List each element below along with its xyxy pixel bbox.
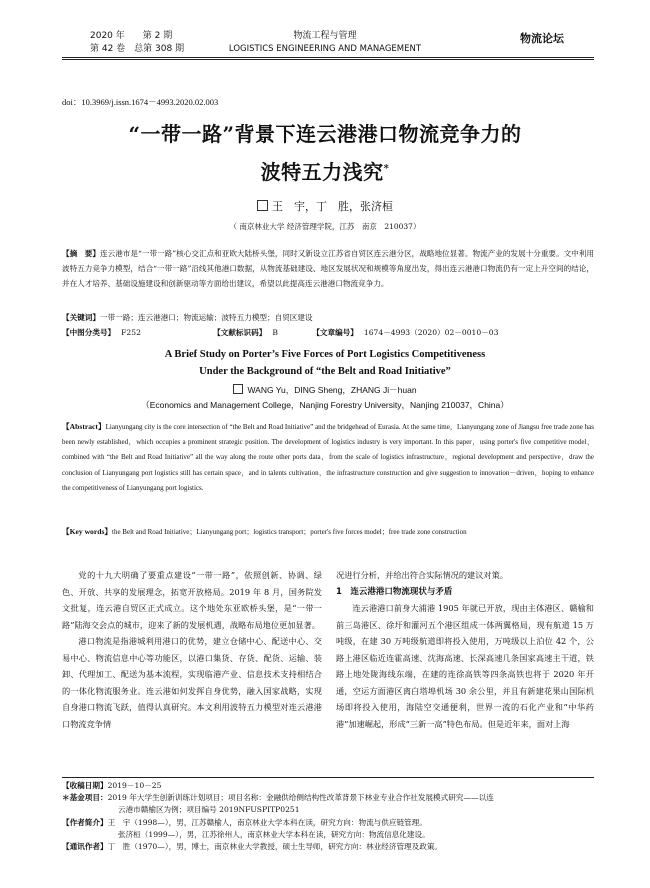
article-no-value: 1674－4993（2020）02－0010－03 — [363, 328, 499, 337]
keywords-en — [62, 524, 594, 540]
header-rule — [62, 57, 594, 58]
authors-cn — [0, 198, 650, 214]
section-heading-1: 1 连云港港口物流现状与矛盾 — [336, 586, 453, 597]
keywords-cn-text: 一带一路；连云港港口；物流运输；波特五力模型；自贸区建设 — [99, 313, 313, 322]
keywords-cn — [62, 311, 594, 324]
title-cn-line2 — [0, 156, 650, 185]
affiliation-en: （Economics and Management College，Nanjing Forestry University，Nanjing 210037，China） — [141, 400, 509, 410]
title-cn-line2-text: 波特五力浅究 — [260, 160, 384, 184]
received-value: 2019－10－25 — [107, 781, 162, 790]
fund-line-1 — [62, 792, 594, 804]
keywords-en-text: the Belt and Road Initiative；Lianyungang port；logistics transport；porter's five forces model；free trade zone construction — [112, 528, 467, 536]
author-intro-2: 张济桓（1999—），男，江苏徐州人，南京林业大学本科在读，研究方向：物流信息化建设。 — [118, 829, 430, 839]
abstract-cn-text: 连云港市是“一带一路”核心交汇点和亚欧大陆桥头堡，同时又新设立江苏省自贸区连云港分区，战略地位显著。物流产业的发展十分重要。文中利用波特五力竞争力模型，结合“一带一路”沿线其他港口数据，从物流基础建设、地区发展状况和规模等角度出发，得出连云港港口物流仍有一定上升空间的结论，并在人才培养、基础设施建设和创新驱动等方面给出建议，希望以此提高连云港港口物流竞争力。 — [62, 249, 595, 288]
fund-text-1: 2019 年大学生创新训练计划项目；项目名称：金融供给侧结构性改革背景下林业专业合作社发展模式研究——以连 — [107, 793, 494, 803]
abstract-en-label: 【Abstract】 — [62, 422, 106, 431]
author-intro-text-1: 王 宇（1998—），男，江苏赣榆人，南京林业大学本科在读，研究方向：物流与供应链管理。 — [107, 817, 427, 827]
received-label: 【收稿日期】 — [62, 781, 108, 790]
body-right-column — [336, 567, 594, 732]
body-continuation: 况进行分析，并给出符合实际情况的建议对策。 — [336, 570, 508, 580]
abstract-en — [62, 419, 594, 496]
author-intro-1 — [62, 817, 594, 829]
authors-en — [0, 384, 650, 396]
author-intro-label: 【作者简介】 — [62, 817, 108, 827]
authors-cn-text: 王 宇，丁 胜，张济桓 — [272, 200, 393, 213]
header-journal-cn: 物流工程与管理 — [293, 31, 357, 41]
authors-en-text: WANG Yu，DING Sheng，ZHANG Ji－huan — [247, 385, 417, 395]
abstract-en-text: Lianyungang city is the core intersection of “the Belt and Road Initiative” and the bridgehead of Eurasia. At the same time，Lianyungang zone of Jiangsu free trade zone has been newly established，which occupies a prominent strategic position. The development of logistics industry is very important. In this paper，using porter's five competitive model，combined with “the Belt and Road Initiative” all the way along the route other ports data，from the scale of logistics infrastructure，regional development and perspective，draw the conclusion of Lianyungang port logistics still has certain space，and in talents cultivation，the infrastructure construction and give suggestion to innovation－driven，hoping to enhance the competitiveness of Lianyungang port logistics. — [62, 423, 594, 492]
body-paragraph: 党的十九大明确了要重点建设“一带一路”，依照创新、协调、绿色、开放、共享的发展理念，拓宽开放格局。2019 年 8 月，国务院发文批复，连云港自贸区正式成立。这个地处东亚欧桥头堡，是“一带一路”陆海交会点的城市，迎来了新的发展机遇，战略布局地位更加显著。 — [62, 570, 322, 630]
contact-text: 丁 胜（1970—），男，博士，南京林业大学教授，硕士生导师，研究方向：林业经济管理及政策。 — [107, 842, 443, 852]
contact-label: 【通讯作者】 — [62, 842, 108, 852]
abstract-cn-label: 【摘 要】 — [62, 249, 100, 258]
fund-label: ＊基金项目： — [62, 793, 108, 803]
title-en-line1: A Brief Study on Porter’s Five Forces of Port Logistics Competitiveness — [164, 349, 486, 360]
header-year-issue: 2020 年 第 2 期 — [90, 31, 173, 41]
clc-value: F252 — [121, 328, 141, 337]
header-column: 物流论坛 — [520, 32, 564, 45]
author-marker-box-en — [233, 384, 243, 394]
author-marker-box — [257, 200, 268, 211]
keywords-cn-label: 【关键词】 — [62, 313, 100, 322]
doi: doi：10.3969/j.issn.1674－4993.2020.02.003 — [62, 97, 219, 107]
doc-code-value: B — [272, 328, 278, 337]
fund-line-2: 云港市赣榆区为例；项目编号 2019NFUSPITP0251 — [118, 805, 300, 815]
title-en-line2: Under the Background of “the Belt and Road Initiative” — [199, 366, 451, 377]
classification-line — [62, 326, 594, 339]
body-left-column — [62, 567, 322, 732]
received-date — [62, 780, 594, 792]
footnote-rule — [62, 777, 594, 778]
title-footnote-mark: * — [383, 163, 390, 175]
abstract-cn — [62, 246, 594, 291]
header-volume: 第 42 卷 总第 308 期 — [90, 44, 185, 54]
affiliation-cn: （ 南京林业大学 经济管理学院，江苏 南京 210037） — [229, 222, 421, 231]
footnotes — [62, 780, 594, 853]
clc-label: 【中图分类号】 — [62, 328, 116, 337]
body-paragraph: 港口物流是指港城利用港口的优势，建立仓储中心、配送中心、交易中心、物流信息中心等功能区，以港口集货、存货、配货、运输、装卸、代理加工、配送为基本流程，实现临港产业、信息技术支持相结合的一体化物流服务业。连云港如何发挥自身优势，融入国家战略，实现自身港口物流飞跃，值得认真研究。本文利用波特五力模型对连云港港口物流竞争情 — [62, 636, 322, 729]
doc-code-label: 【文献标识码】 — [213, 328, 267, 337]
title-cn-line1: “一带一路”背景下连云港港口物流竞争力的 — [128, 122, 522, 146]
header-rule-thin — [62, 59, 594, 60]
contact-author — [62, 841, 594, 853]
body-paragraph: 连云港港口前身大浦港 1905 年就已开放，现由主体港区、赣榆和前三岛港区、徐圩和灌河五个港区组成一体两翼格局，现有航道 15 万吨级，在建 30 万吨级航道即将投入使用，万吨级以上泊位 42 个，公路上港区临近连霍高速、沈海高速、长深高速几条国家高速主干道，铁路上地处陇海线东端，在建的连徐高铁等四条高铁也将于 2020 年开通，空运方面港区离白塔埠机场 30 余公里，并且有新建花果山国际机场即将投入使用，海陆空交通便利，世界一流的石化产业和“中华药港”加速崛起，形成“三新一高”特色布局。但是近年来，面对上海 — [336, 603, 594, 729]
header-journal-en: LOGISTICS ENGINEERING AND MANAGEMENT — [228, 44, 422, 54]
keywords-en-label: 【Key words】 — [62, 527, 112, 536]
article-no-label: 【文章编号】 — [312, 328, 358, 337]
